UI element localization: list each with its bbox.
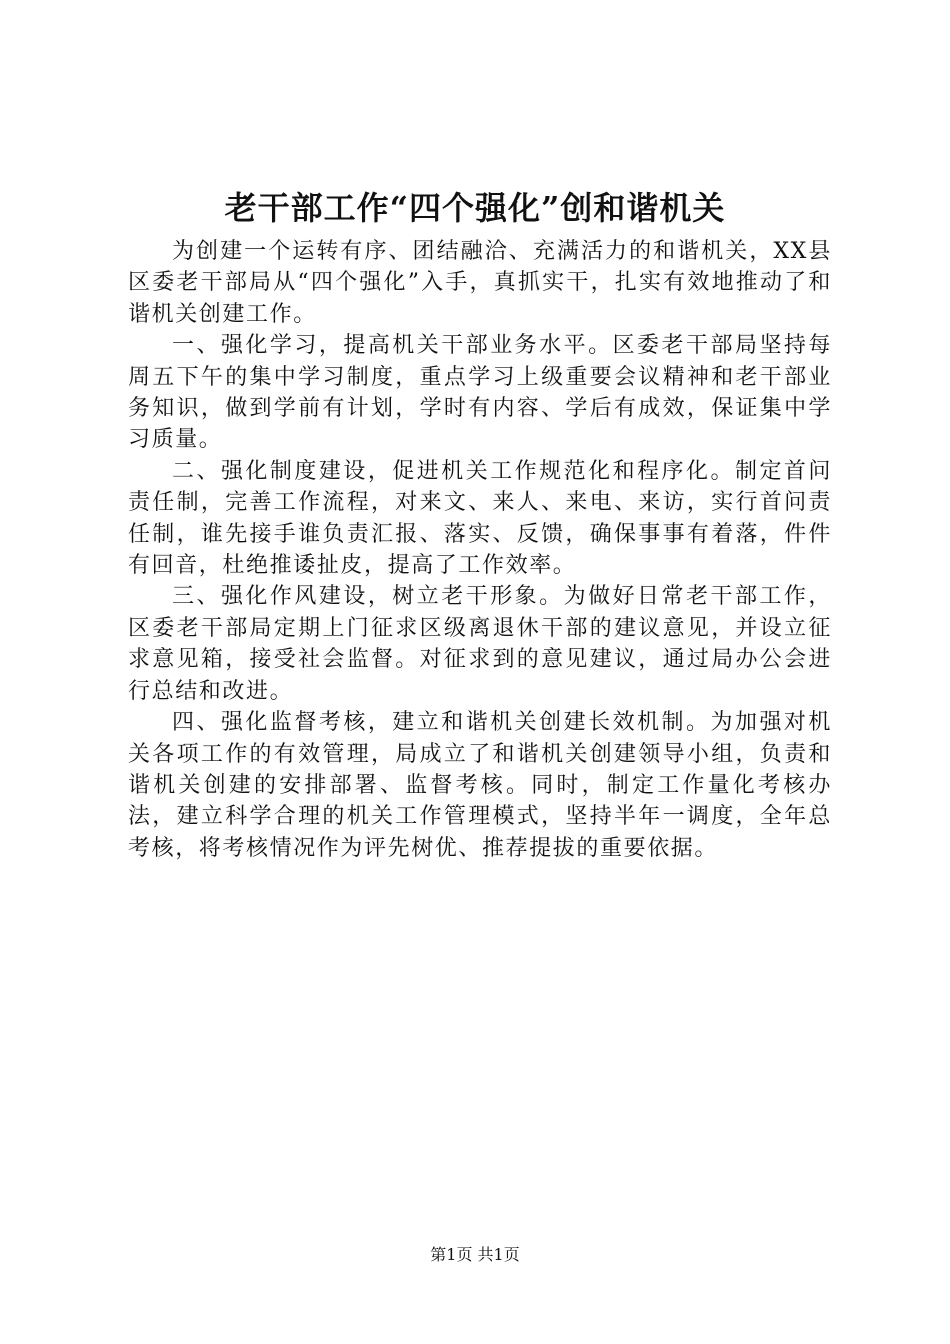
document-title: 老干部工作“四个强化”创和谐机关 — [224, 189, 726, 227]
page-number-footer: 第1页 共1页 — [430, 1245, 520, 1264]
document-body — [128, 236, 832, 864]
paragraph-section-1: 一、强化学习，提高机关干部业务水平。区委老干部局坚持每周五下午的集中学习制度，重点学习上级重要会议精神和老干部业务知识，做到学前有计划，学时有内容、学后有成效，保证集中学习质量。 — [128, 333, 832, 453]
paragraph-section-2: 二、强化制度建设，促进机关工作规范化和程序化。制定首问责任制，完善工作流程，对来文、来人、来电、来访，实行首问责任制，谁先接手谁负责汇报、落实、反馈，确保事事有着落，件件有回音，杜绝推诿扯皮，提高了工作效率。 — [128, 458, 832, 579]
paragraph-section-4: 四、强化监督考核，建立和谐机关创建长效机制。为加强对机关各项工作的有效管理，局成立了和谐机关创建领导小组，负责和谐机关创建的安排部署、监督考核。同时，制定工作量化考核办法，建立科学合理的机关工作管理模式，坚持半年一调度，全年总考核，将考核情况作为评先树优、推荐提拔的重要依据。 — [128, 710, 832, 861]
paragraph-section-3: 三、强化作风建设，树立老干形象。为做好日常老干部工作，区委老干部局定期上门征求区级离退休干部的建议意见，并设立征求意见箱，接受社会监督。对征求到的意见建议，通过局办公会进行总结和改进。 — [128, 584, 832, 704]
paragraph-intro: 为创建一个运转有序、团结融洽、充满活力的和谐机关，XX县区委老干部局从“四个强化”入手，真抓实干，扎实有效地推动了和谐机关创建工作。 — [128, 239, 832, 327]
